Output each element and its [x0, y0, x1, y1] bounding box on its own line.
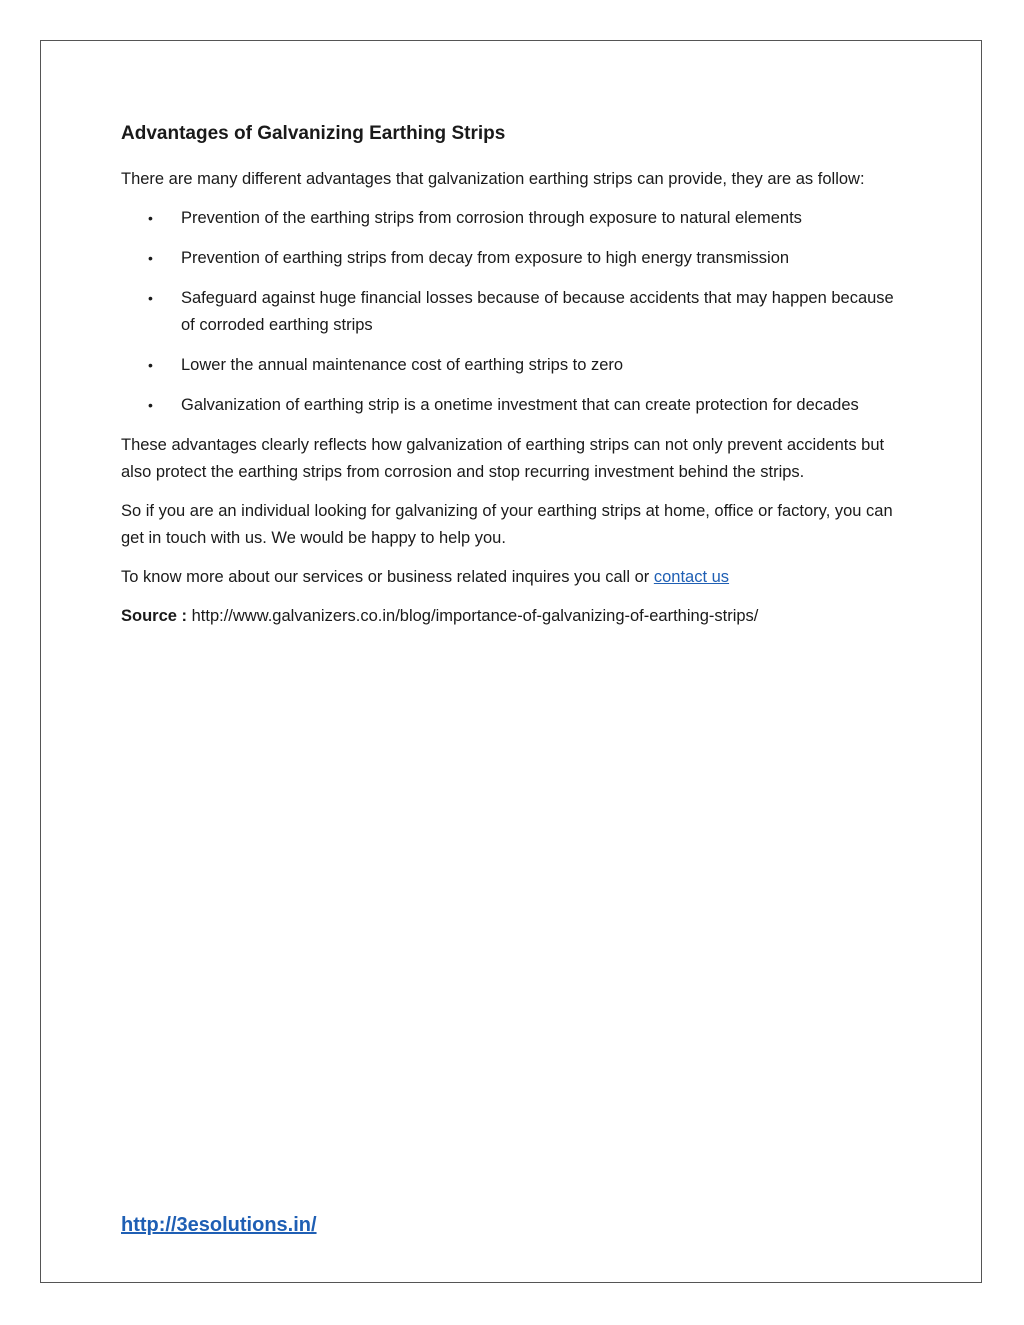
- contact-text: To know more about our services or business related inquires you call or: [121, 568, 654, 586]
- bullet-icon: •: [148, 357, 153, 373]
- bullet-icon: •: [148, 290, 153, 306]
- footer-website-link[interactable]: http://3esolutions.in/: [121, 1214, 317, 1236]
- contact-us-link[interactable]: contact us: [653, 568, 730, 586]
- bullet-icon: •: [148, 210, 153, 226]
- source-url: http://www.galvanizers.co.in/blog/importance-of-galvanizing-of-earthing-strips/: [187, 607, 759, 625]
- document-title: Advantages of Galvanizing Earthing Strips: [121, 123, 506, 144]
- list-item-text: Galvanization of earthing strip is a onetime investment that can create protection for decades: [181, 396, 859, 414]
- list-item: [148, 285, 911, 339]
- list-item: [148, 392, 911, 419]
- list-item-text: Lower the annual maintenance cost of earthing strips to zero: [181, 356, 624, 374]
- bullet-icon: •: [148, 397, 153, 413]
- advantages-list: [121, 205, 911, 419]
- source-paragraph: [121, 603, 911, 630]
- bullet-icon: •: [148, 250, 153, 266]
- list-item-text: Prevention of earthing strips from decay from exposure to high energy transmission: [181, 249, 790, 267]
- list-item-text: Safeguard against huge financial losses because of because accidents that may happen because of corroded earthing strips: [181, 289, 894, 334]
- offer-paragraph: So if you are an individual looking for galvanizing of your earthing strips at home, office or factory, you can get in touch with us. We would be happy to help you.: [121, 502, 893, 547]
- intro-paragraph: There are many different advantages that galvanization earthing strips can provide, they are as follow:: [121, 170, 865, 188]
- summary-paragraph: These advantages clearly reflects how galvanization of earthing strips can not only prevent accidents but also protect the earthing strips from corrosion and stop recurring investment behind the strips.: [121, 436, 885, 481]
- list-item: [148, 352, 911, 379]
- list-item-text: Prevention of the earthing strips from corrosion through exposure to natural elements: [181, 209, 802, 227]
- document-body: [121, 118, 911, 642]
- contact-paragraph: [121, 564, 911, 591]
- list-item: [148, 245, 911, 272]
- source-label: Source :: [121, 607, 188, 625]
- list-item: [148, 205, 911, 232]
